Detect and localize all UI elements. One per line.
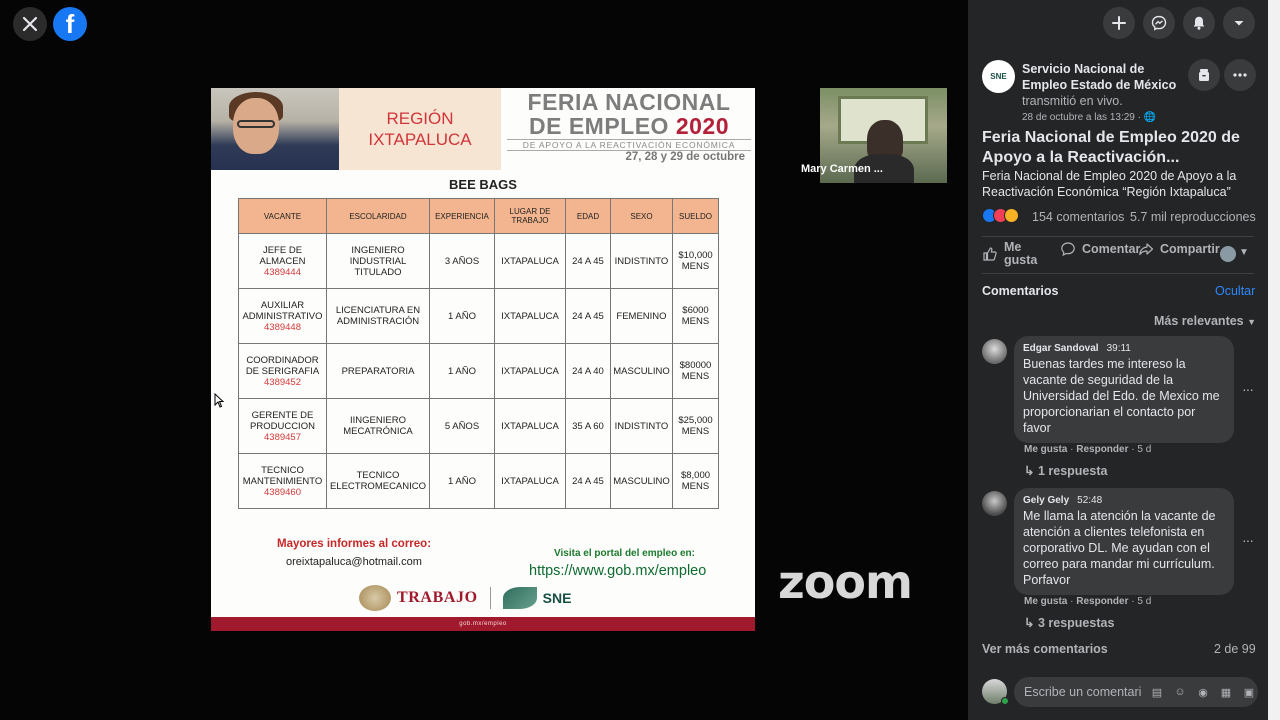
fair-title-line2: DE EMPLEO 2020 xyxy=(528,113,730,139)
post-title: Feria Nacional de Empleo 2020 de Apoyo a la Reactivación... xyxy=(982,129,1240,166)
sexo-cell: MASCULINO xyxy=(611,454,673,509)
hide-comments-link[interactable]: Ocultar xyxy=(1215,284,1256,298)
experiencia-cell: 1 AÑO xyxy=(430,454,495,509)
table-row xyxy=(239,454,719,509)
header-sexo: SEXO xyxy=(611,199,673,234)
online-status-icon xyxy=(1001,697,1009,705)
edad-cell: 35 A 60 xyxy=(566,399,611,454)
fair-title-line1: FERIA NACIONAL xyxy=(527,89,731,115)
thumbs-up-icon xyxy=(982,246,998,262)
table-row xyxy=(239,234,719,289)
comment-text: Buenas tardes me intereso la vacante de seguridad de la Universidad del Edo. de Mexico me proporcionarian el contacto por favor xyxy=(1023,357,1220,435)
post-options-button[interactable] xyxy=(1224,59,1256,91)
fair-year: 2020 xyxy=(675,113,730,139)
share-button[interactable] xyxy=(1138,241,1220,257)
post-panel xyxy=(968,0,1268,720)
views-count: 5.7 mil reproducciones xyxy=(1130,210,1256,224)
like-label: Me gusta xyxy=(1004,240,1038,267)
emoji-icon[interactable]: ☺ xyxy=(1174,686,1186,698)
lugar-cell: IXTAPALUCA xyxy=(495,344,566,399)
mouse-cursor-icon xyxy=(214,393,224,408)
lugar-cell: IXTAPALUCA xyxy=(495,234,566,289)
save-icon xyxy=(1196,67,1212,83)
messenger-icon xyxy=(1151,15,1167,31)
share-icon xyxy=(1138,241,1154,257)
header-vacante: VACANTE xyxy=(239,199,327,234)
visit-portal-label: Visita el portal del empleo en: xyxy=(554,548,695,559)
vacante-cell: GERENTE DE PRODUCCION 4389457 xyxy=(239,399,327,454)
vacancies-table xyxy=(238,198,719,509)
view-replies-link[interactable]: ↳ 1 respuesta xyxy=(1024,464,1108,478)
sueldo-cell: $25,000 MENS xyxy=(673,399,719,454)
more-comments-link[interactable]: Ver más comentarios xyxy=(982,642,1108,656)
scrollbar[interactable] xyxy=(1268,0,1280,720)
comment-composer[interactable] xyxy=(1014,677,1258,707)
header-escolaridad: ESCOLARIDAD xyxy=(327,199,430,234)
fair-title xyxy=(507,90,751,163)
vacancy-code: 4389457 xyxy=(264,431,301,443)
comment-timestamp[interactable]: 52:48 xyxy=(1077,495,1103,506)
header-experiencia: EXPERIENCIA xyxy=(430,199,495,234)
comment-reply-link[interactable]: Responder xyxy=(1076,444,1129,455)
table-row xyxy=(239,289,719,344)
comment-actions: Me gusta · Responder · 5 d xyxy=(1024,444,1152,455)
like-button[interactable] xyxy=(982,241,1038,267)
comment-text: Me llama la atención la vacante de atención a clientes telefonista en corporativo DL. Me ayudan con el correo para mandar mi currículum. Porfavor xyxy=(1023,509,1216,587)
escolaridad-cell: IINGENIERO MECATRÓNICA xyxy=(327,399,430,454)
edad-cell: 24 A 45 xyxy=(566,289,611,344)
save-video-button[interactable] xyxy=(1188,59,1220,91)
avatar-sticker-icon[interactable]: ▤ xyxy=(1151,686,1163,699)
experiencia-cell: 3 AÑOS xyxy=(430,234,495,289)
vacancy-code: 4389444 xyxy=(264,266,301,278)
company-name: BEE BAGS xyxy=(449,177,517,192)
comment-label: Comentar xyxy=(1082,242,1141,256)
comment-like-link[interactable]: Me gusta xyxy=(1024,596,1068,607)
edad-cell: 24 A 40 xyxy=(566,344,611,399)
presenter-photo xyxy=(211,88,339,170)
reactions-summary[interactable] xyxy=(982,208,1015,223)
vacante-cell: JEFE DE ALMACEN 4389444 xyxy=(239,234,327,289)
sueldo-cell: $80000 MENS xyxy=(673,344,719,399)
vacante-cell: COORDINADOR DE SERIGRAFIA 4389452 xyxy=(239,344,327,399)
comment-timestamp[interactable]: 39:11 xyxy=(1106,343,1131,354)
edad-cell: 24 A 45 xyxy=(566,454,611,509)
comment-actions: Me gusta · Responder · 5 d xyxy=(1024,596,1152,607)
sne-logo-text: SNE xyxy=(542,590,572,606)
notifications-button[interactable] xyxy=(1183,7,1215,39)
caret-down-icon[interactable]: ▼ xyxy=(1239,247,1249,258)
experiencia-cell: 5 AÑOS xyxy=(430,399,495,454)
page-name-link[interactable]: Servicio Nacional de Empleo Estado de México xyxy=(1022,62,1177,92)
post-date[interactable]: 28 de octubre a las 13:29 · 🌐 xyxy=(1022,112,1157,123)
vacante-cell: TECNICO MANTENIMIENTO 4389460 xyxy=(239,454,327,509)
caret-down-icon: ▼ xyxy=(1247,317,1257,327)
sticker-icon[interactable]: ▣ xyxy=(1243,686,1255,699)
fair-subtitle: DE APOYO A LA REACTIVACIÓN ECONÓMICA xyxy=(507,139,751,151)
lugar-cell: IXTAPALUCA xyxy=(495,289,566,344)
comment-reply-link[interactable]: Responder xyxy=(1076,596,1129,607)
close-button[interactable] xyxy=(13,7,47,41)
sueldo-cell: $6000 MENS xyxy=(673,289,719,344)
sort-comments-dropdown[interactable]: Más relevantes ▼ xyxy=(1154,314,1257,328)
messenger-button[interactable] xyxy=(1143,7,1175,39)
comment-age: 5 d xyxy=(1137,596,1152,607)
zoom-watermark: zoom xyxy=(778,555,912,609)
experiencia-cell: 1 AÑO xyxy=(430,344,495,399)
create-button[interactable] xyxy=(1103,7,1135,39)
share-label: Compartir xyxy=(1160,242,1220,256)
caret-down-icon xyxy=(1231,15,1247,31)
live-status-text: transmitió en vivo. xyxy=(1022,94,1123,108)
comment-author[interactable]: Edgar Sandoval 39:11 xyxy=(1023,343,1131,354)
header-lugar: LUGAR DE TRABAJO xyxy=(495,199,566,234)
post-description: Feria Nacional de Empleo 2020 de Apoyo a la Reactivación Económica “Región Ixtapaluca” xyxy=(982,169,1237,199)
comment-author[interactable]: Gely Gely 52:48 xyxy=(1023,495,1103,506)
logos-row xyxy=(359,585,571,611)
sexo-cell: INDISTINTO xyxy=(611,399,673,454)
comment-bubble xyxy=(1014,488,1234,595)
vacancy-code: 4389448 xyxy=(264,321,301,333)
sueldo-cell: $8,000 MENS xyxy=(673,454,719,509)
comments-pager: 2 de 99 xyxy=(1214,642,1256,656)
slide-header xyxy=(211,88,755,170)
comment-options-button[interactable]: ··· xyxy=(1242,532,1253,548)
escolaridad-cell: LICENCIATURA EN ADMINISTRACIÓN xyxy=(327,289,430,344)
presentation-slide xyxy=(211,88,755,631)
escolaridad-cell: INGENIERO INDUSTRIAL TITULADO xyxy=(327,234,430,289)
comment-bubble xyxy=(1014,336,1234,443)
slide-region xyxy=(339,88,501,170)
reply-arrow-icon: ↳ xyxy=(1024,464,1035,478)
slide-footer: gob.mx/empleo xyxy=(211,617,755,631)
commenter-avatar[interactable] xyxy=(982,339,1007,364)
lugar-cell: IXTAPALUCA xyxy=(495,454,566,509)
facebook-logo-icon[interactable]: f xyxy=(53,7,87,41)
account-menu-button[interactable] xyxy=(1223,7,1255,39)
escolaridad-cell: TECNICO ELECTROMECANICO xyxy=(327,454,430,509)
comment-input[interactable] xyxy=(1024,685,1142,699)
wow-reaction-icon xyxy=(1004,208,1019,223)
region-line1: REGIÓN xyxy=(386,109,454,128)
close-icon xyxy=(22,16,38,32)
gif-icon[interactable]: ▦ xyxy=(1220,686,1232,699)
participant-name: Mary Carmen ... xyxy=(801,163,883,175)
comments-heading: Comentarios xyxy=(982,284,1059,298)
comment-age: 5 d xyxy=(1137,444,1152,455)
table-row xyxy=(239,399,719,454)
table-row xyxy=(239,344,719,399)
comment-options-button[interactable]: ··· xyxy=(1242,381,1253,397)
camera-icon[interactable]: ◉ xyxy=(1198,686,1208,699)
plus-icon xyxy=(1111,15,1127,31)
view-replies-link[interactable]: ↳ 3 respuestas xyxy=(1024,616,1115,630)
more-icon xyxy=(1232,67,1248,83)
page-avatar[interactable]: SNE xyxy=(982,60,1015,93)
header-sueldo: SUELDO xyxy=(673,199,719,234)
commenter-avatar[interactable] xyxy=(982,491,1007,516)
lugar-cell: IXTAPALUCA xyxy=(495,399,566,454)
reply-arrow-icon: ↳ xyxy=(1024,616,1035,630)
sueldo-cell: $10,000 MENS xyxy=(673,234,719,289)
header-edad: EDAD xyxy=(566,199,611,234)
sne-logo-icon xyxy=(503,587,537,609)
contact-email: oreixtapaluca@hotmail.com xyxy=(286,556,422,568)
comment-like-link[interactable]: Me gusta xyxy=(1024,444,1068,455)
comment-button[interactable] xyxy=(1060,241,1140,257)
government-seal-icon xyxy=(359,585,391,611)
bell-icon xyxy=(1191,15,1207,31)
globe-icon: 🌐 xyxy=(1143,112,1157,123)
fair-dates: 27, 28 y 29 de octubre xyxy=(625,151,745,163)
experiencia-cell: 1 AÑO xyxy=(430,289,495,344)
comments-count[interactable]: 154 comentarios xyxy=(1032,210,1125,224)
more-info-label: Mayores informes al correo: xyxy=(277,538,432,550)
vacancy-code: 4389460 xyxy=(264,486,301,498)
sexo-cell: MASCULINO xyxy=(611,344,673,399)
portal-url: https://www.gob.mx/empleo xyxy=(529,563,707,579)
trabajo-logo: TRABAJO xyxy=(397,589,478,606)
divider xyxy=(982,236,1254,237)
sexo-cell: INDISTINTO xyxy=(611,234,673,289)
region-line2: IXTAPALUCA xyxy=(368,130,472,149)
sexo-cell: FEMENINO xyxy=(611,289,673,344)
comment-icon xyxy=(1060,241,1076,257)
vacancy-code: 4389452 xyxy=(264,376,301,388)
divider xyxy=(982,273,1254,274)
escolaridad-cell: PREPARATORIA xyxy=(327,344,430,399)
edad-cell: 24 A 45 xyxy=(566,234,611,289)
share-as-avatar[interactable] xyxy=(1220,246,1236,262)
vacante-cell: AUXILIAR ADMINISTRATIVO 4389448 xyxy=(239,289,327,344)
